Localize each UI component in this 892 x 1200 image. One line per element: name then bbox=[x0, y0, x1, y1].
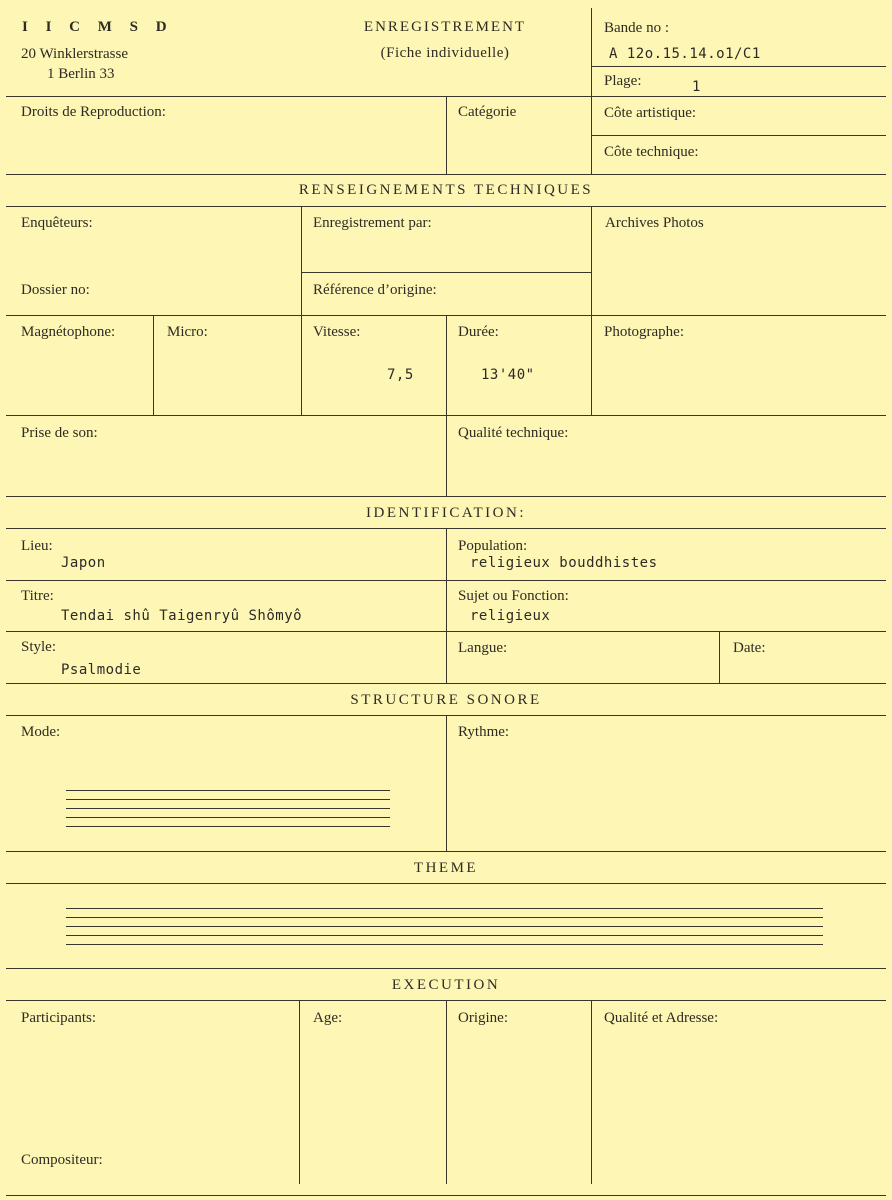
staff-line bbox=[66, 908, 823, 909]
reference-label: Référence d’origine: bbox=[313, 282, 437, 298]
plage-value: 1 bbox=[692, 79, 701, 95]
duree-label: Durée: bbox=[458, 324, 499, 340]
qualite-adresse-label: Qualité et Adresse: bbox=[604, 1010, 719, 1026]
form-title: ENREGISTREMENT bbox=[363, 19, 527, 35]
staff-line bbox=[66, 944, 823, 945]
rule bbox=[591, 206, 592, 416]
rule bbox=[446, 315, 447, 496]
rule bbox=[446, 715, 447, 851]
rythme-label: Rythme: bbox=[458, 724, 510, 740]
section-title-structure: STRUCTURE SONORE bbox=[350, 692, 542, 708]
rule bbox=[591, 1000, 592, 1184]
staff-line bbox=[66, 817, 390, 818]
population-label: Population: bbox=[458, 538, 528, 554]
staff-line bbox=[66, 790, 390, 791]
staff-line bbox=[66, 799, 390, 800]
bande-value: A 12o.15.14.o1/C1 bbox=[609, 46, 761, 62]
bande-label: Bande no : bbox=[604, 20, 669, 36]
rule bbox=[591, 66, 886, 67]
rule bbox=[299, 1000, 300, 1184]
compositeur-label: Compositeur: bbox=[21, 1152, 103, 1168]
rule bbox=[6, 883, 886, 884]
magnetophone-label: Magnétophone: bbox=[21, 324, 116, 340]
titre-label: Titre: bbox=[21, 588, 54, 604]
sujet-value: religieux bbox=[470, 608, 551, 624]
staff-line bbox=[66, 926, 823, 927]
sujet-label: Sujet ou Fonction: bbox=[458, 588, 569, 604]
droits-label: Droits de Reproduction: bbox=[21, 104, 166, 120]
section-title-execution: EXECUTION bbox=[391, 977, 501, 993]
section-title-technique: RENSEIGNEMENTS TECHNIQUES bbox=[298, 182, 594, 198]
rule bbox=[301, 272, 591, 273]
cote-artistique-label: Côte artistique: bbox=[604, 105, 697, 121]
rule bbox=[6, 683, 886, 684]
rule bbox=[6, 968, 886, 969]
staff-line bbox=[66, 917, 823, 918]
section-title-identification: IDENTIFICATION: bbox=[366, 505, 526, 521]
age-label: Age: bbox=[313, 1010, 343, 1026]
org-logo: I I C M S D bbox=[22, 19, 174, 35]
style-label: Style: bbox=[21, 639, 57, 655]
population-value: religieux bouddhistes bbox=[470, 555, 658, 571]
rule bbox=[591, 8, 592, 174]
section-title-theme: THEME bbox=[413, 860, 479, 876]
rule bbox=[719, 631, 720, 683]
vitesse-label: Vitesse: bbox=[313, 324, 361, 340]
duree-value: 13'40" bbox=[481, 367, 535, 383]
staff-line bbox=[66, 935, 823, 936]
lieu-value: Japon bbox=[61, 555, 106, 571]
vitesse-value: 7,5 bbox=[387, 367, 414, 383]
cote-technique-label: Côte technique: bbox=[604, 144, 699, 160]
rule bbox=[591, 135, 886, 136]
langue-label: Langue: bbox=[458, 640, 508, 656]
plage-label: Plage: bbox=[604, 73, 642, 89]
micro-label: Micro: bbox=[167, 324, 208, 340]
participants-label: Participants: bbox=[21, 1010, 96, 1026]
rule bbox=[446, 1000, 447, 1184]
rule bbox=[446, 528, 447, 683]
photographe-label: Photographe: bbox=[604, 324, 684, 340]
rule bbox=[6, 206, 886, 207]
date-label: Date: bbox=[733, 640, 766, 656]
rule bbox=[6, 1195, 886, 1196]
staff-line bbox=[66, 826, 390, 827]
categorie-label: Catégorie bbox=[458, 104, 517, 120]
enregistrement-par-label: Enregistrement par: bbox=[313, 215, 432, 231]
style-value: Psalmodie bbox=[61, 662, 142, 678]
rule bbox=[6, 496, 886, 497]
archives-photos-label: Archives Photos bbox=[605, 215, 704, 231]
rule bbox=[301, 206, 302, 416]
mode-label: Mode: bbox=[21, 724, 61, 740]
address-line-2: 1 Berlin 33 bbox=[47, 66, 115, 82]
dossier-label: Dossier no: bbox=[21, 282, 90, 298]
qualite-technique-label: Qualité technique: bbox=[458, 425, 569, 441]
titre-value: Tendai shû Taigenryû Shômyô bbox=[61, 608, 303, 624]
prise-de-son-label: Prise de son: bbox=[21, 425, 98, 441]
staff-line bbox=[66, 808, 390, 809]
rule bbox=[153, 315, 154, 415]
rule bbox=[6, 851, 886, 852]
form-subtitle: (Fiche individuelle) bbox=[380, 45, 510, 61]
address-line-1: 20 Winklerstrasse bbox=[21, 46, 129, 62]
enqueteurs-label: Enquêteurs: bbox=[21, 215, 93, 231]
rule bbox=[446, 96, 447, 174]
lieu-label: Lieu: bbox=[21, 538, 53, 554]
rule bbox=[6, 174, 886, 175]
origine-label: Origine: bbox=[458, 1010, 508, 1026]
